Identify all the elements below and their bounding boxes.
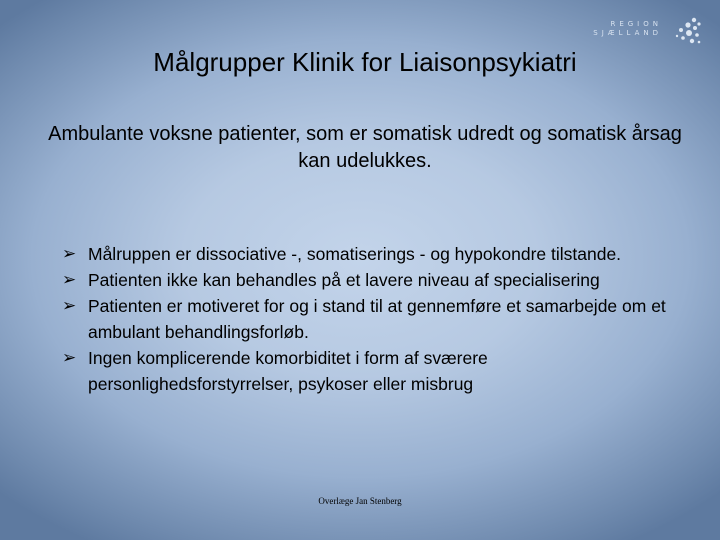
bullet-item	[62, 293, 672, 345]
bullet-item	[62, 345, 672, 397]
arrow-bullet-icon: ➢	[62, 244, 77, 264]
bullet-text: Målruppen er dissociative -, somatiserings - og hypokondre tilstande.	[88, 244, 622, 264]
logo-line-1: REGION	[610, 20, 662, 28]
region-sjaelland-logo-icon	[672, 16, 702, 46]
logo-line-2: SJÆLLAND	[593, 29, 662, 37]
bullet-text: Patienten ikke kan behandles på et lavere niveau af specialisering	[88, 270, 600, 290]
bullet-list	[62, 241, 672, 397]
bullet-text: Ingen komplicerende komorbiditet i form af sværere personlighedsforstyrrelser, psykoser eller misbrug	[88, 348, 488, 394]
slide-title: Målgrupper Klinik for Liaisonpsykiatri	[153, 47, 577, 77]
bullet-item	[62, 241, 672, 267]
slide-subtitle: Ambulante voksne patienter, som er somatisk udredt og somatisk årsag kan udelukkes.	[48, 123, 682, 172]
bullet-text: Patienten er motiveret for og i stand til at gennemføre et samarbejde om et ambulant behandlingsforløb.	[88, 296, 666, 342]
arrow-bullet-icon: ➢	[62, 270, 77, 290]
arrow-bullet-icon: ➢	[62, 296, 77, 316]
region-logo	[562, 16, 702, 46]
arrow-bullet-icon: ➢	[62, 348, 77, 368]
slide-footer: Overlæge Jan Stenberg	[318, 496, 402, 506]
logo-wordmark	[562, 20, 662, 38]
bullet-item	[62, 267, 672, 293]
